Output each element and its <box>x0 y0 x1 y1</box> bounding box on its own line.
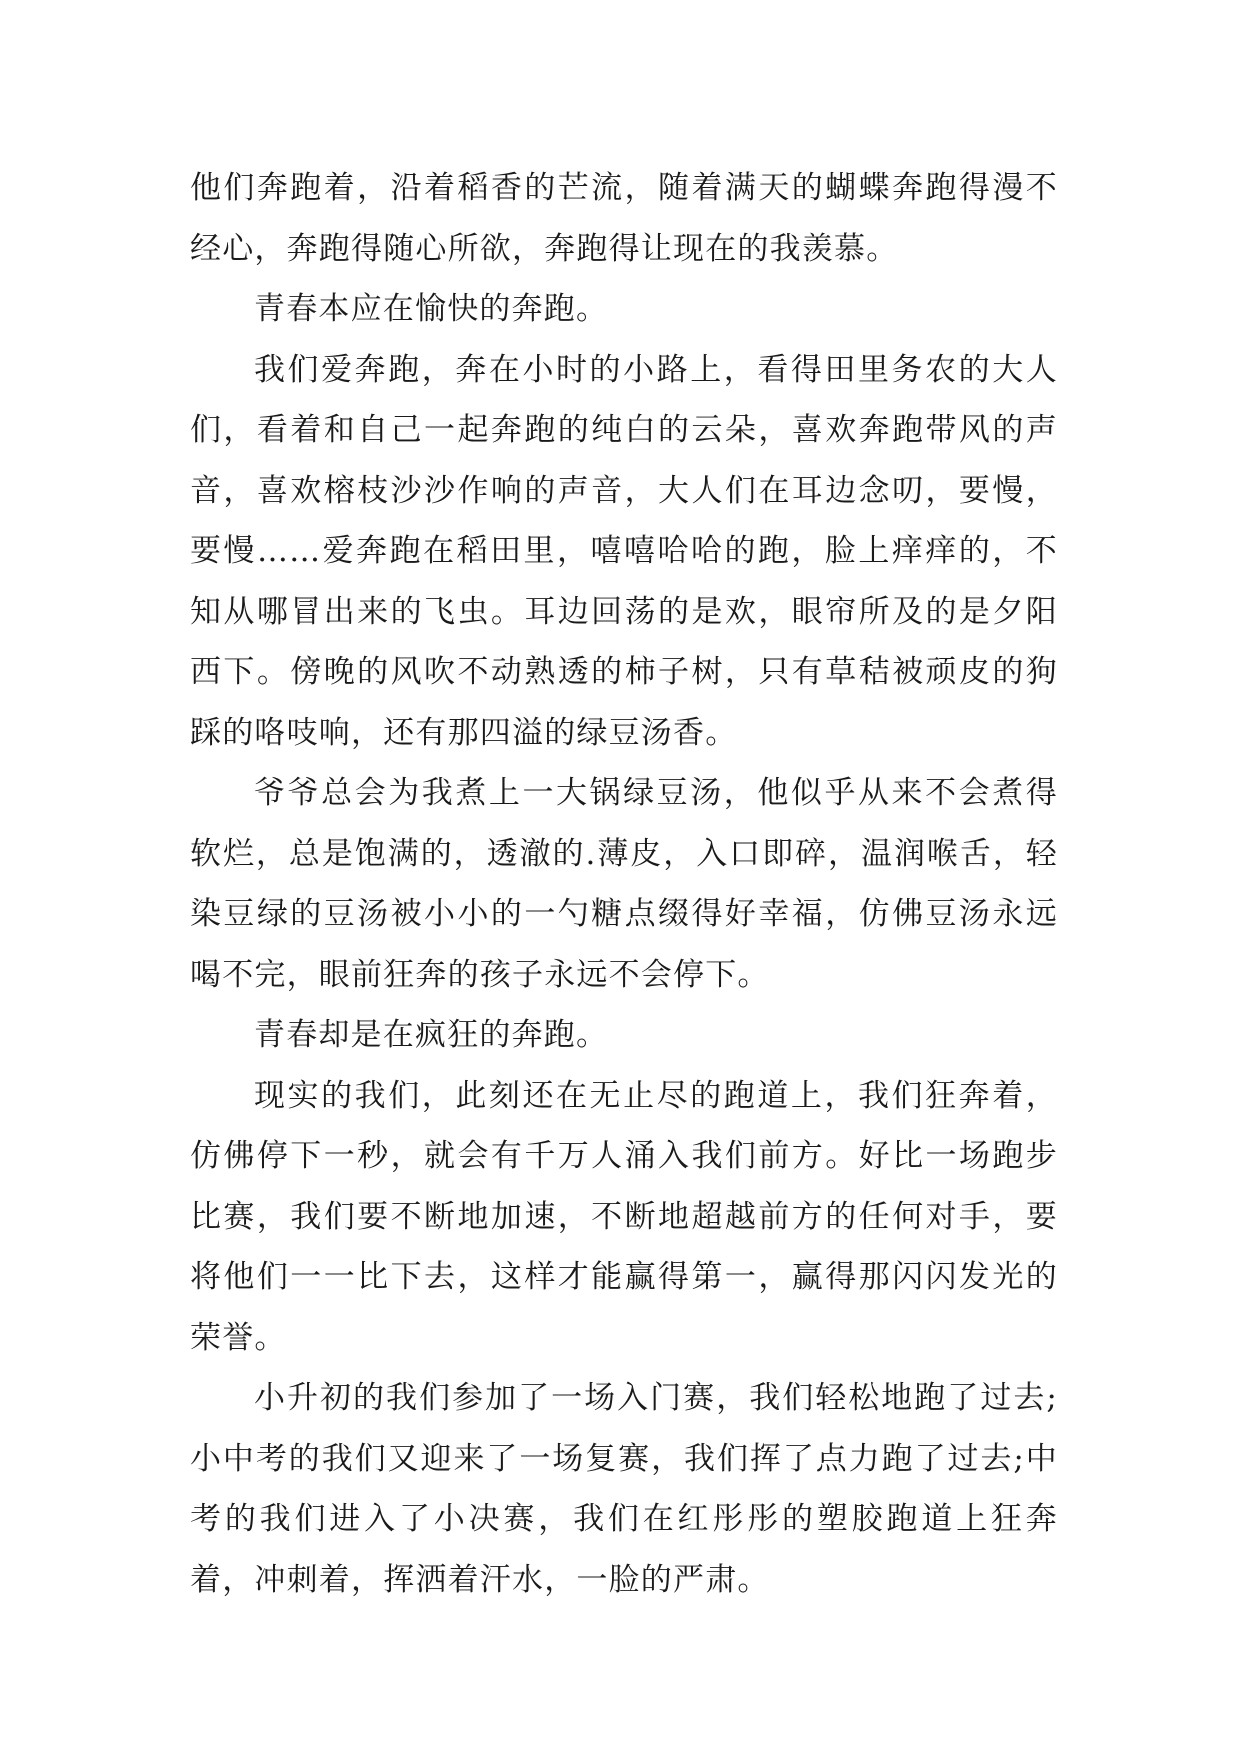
paragraph-2: 青春本应在愉快的奔跑。 <box>254 291 609 327</box>
paragraph-5: 青春却是在疯狂的奔跑。 <box>254 1017 609 1053</box>
paragraph-1: 他们奔跑着，沿着稻香的芒流，随着满天的蝴蝶奔跑得漫不经心，奔跑得随心所欲，奔跑得让现在的我羡慕。 <box>190 170 1058 267</box>
paragraph-3: 我们爱奔跑，奔在小时的小路上，看得田里务农的大人们，看着和自己一起奔跑的纯白的云朵，喜欢奔跑带风的声音，喜欢榕枝沙沙作响的声音，大人们在耳边念叨，要慢，要慢……爱奔跑在稻田里，嘻嘻哈哈的跑，脸上痒痒的，不知从哪冒出来的飞虫。耳边回荡的是欢，眼帘所及的是夕阳西下。傍晚的风吹不动熟透的柿子树，只有草秸被顽皮的狗踩的咯吱响，还有那四溢的绿豆汤香。 <box>190 351 1058 751</box>
document-body <box>190 158 1058 1610</box>
paragraph-7: 小升初的我们参加了一场入门赛，我们轻松地跑了过去;小中考的我们又迎来了一场复赛，我们挥了点力跑了过去;中考的我们进入了小决赛，我们在红彤彤的塑胶跑道上狂奔着，冲刺着，挥洒着汗水，一脸的严肃。 <box>190 1380 1058 1598</box>
paragraph-6: 现实的我们，此刻还在无止尽的跑道上，我们狂奔着，仿佛停下一秒，就会有千万人涌入我们前方。好比一场跑步比赛，我们要不断地加速，不断地超越前方的任何对手，要将他们一一比下去，这样才能赢得第一，赢得那闪闪发光的荣誉。 <box>190 1077 1058 1356</box>
paragraph-4: 爷爷总会为我煮上一大锅绿豆汤，他似乎从来不会煮得软烂，总是饱满的，透澈的.薄皮，入口即碎，温润喉舌，轻染豆绿的豆汤被小小的一勺糖点缀得好幸福，仿佛豆汤永远喝不完，眼前狂奔的孩子永远不会停下。 <box>190 775 1058 993</box>
